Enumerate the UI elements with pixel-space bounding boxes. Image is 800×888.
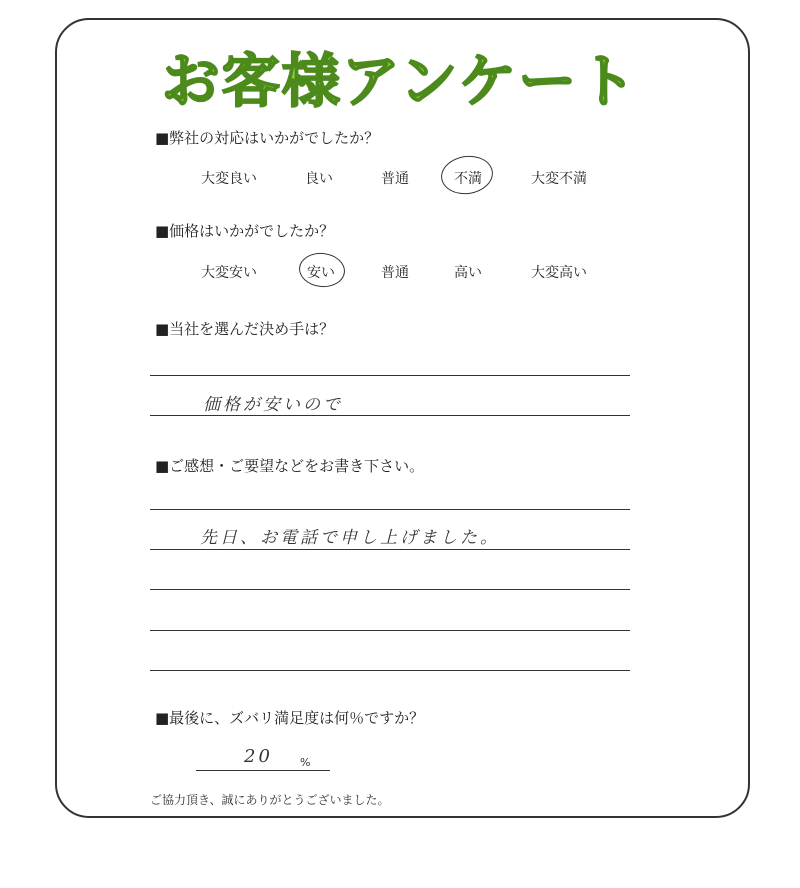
option-price-expensive[interactable]: 高い [454,265,482,281]
option-service-good[interactable]: 良い [305,171,333,187]
option-service-dissatisfied[interactable]: 不満 [454,171,482,187]
page-title: お客様アンケート [161,47,639,115]
option-price-very-expensive[interactable]: 大変高い [531,265,587,281]
option-service-very-dissatisfied[interactable]: 大変不満 [531,171,587,187]
answer-line [150,630,630,631]
answer-line [150,589,630,590]
handwritten-answer-comments: 先日、お電話で申し上げました。 [200,528,500,548]
question-service: ■弊社の対応はいかがでしたか？ [155,129,380,147]
question-comments: ■ご感想・ご要望などをお書き下さい。 [155,457,425,475]
option-service-very-good[interactable]: 大変良い [201,171,257,187]
satisfaction-value: 20 [244,746,273,767]
answer-line [150,375,630,376]
satisfaction-line [196,770,330,771]
option-price-normal[interactable]: 普通 [381,265,409,281]
question-deciding-factor: ■当社を選んだ決め手は？ [155,320,335,338]
answer-line [150,549,630,550]
handwritten-answer-deciding-factor: 価格が安いので [203,395,343,415]
option-price-very-cheap[interactable]: 大変安い [201,265,257,281]
answer-line [150,415,630,416]
option-service-normal[interactable]: 普通 [381,171,409,187]
answer-line [150,509,630,510]
question-price: ■価格はいかがでしたか？ [155,222,335,240]
thanks-message: ご協力頂き、誠にありがとうございました。 [150,793,390,807]
satisfaction-unit: % [300,756,311,769]
answer-line [150,670,630,671]
question-satisfaction: ■最後に、ズバリ満足度は何％ですか？ [155,709,425,727]
option-price-cheap[interactable]: 安い [307,265,335,281]
